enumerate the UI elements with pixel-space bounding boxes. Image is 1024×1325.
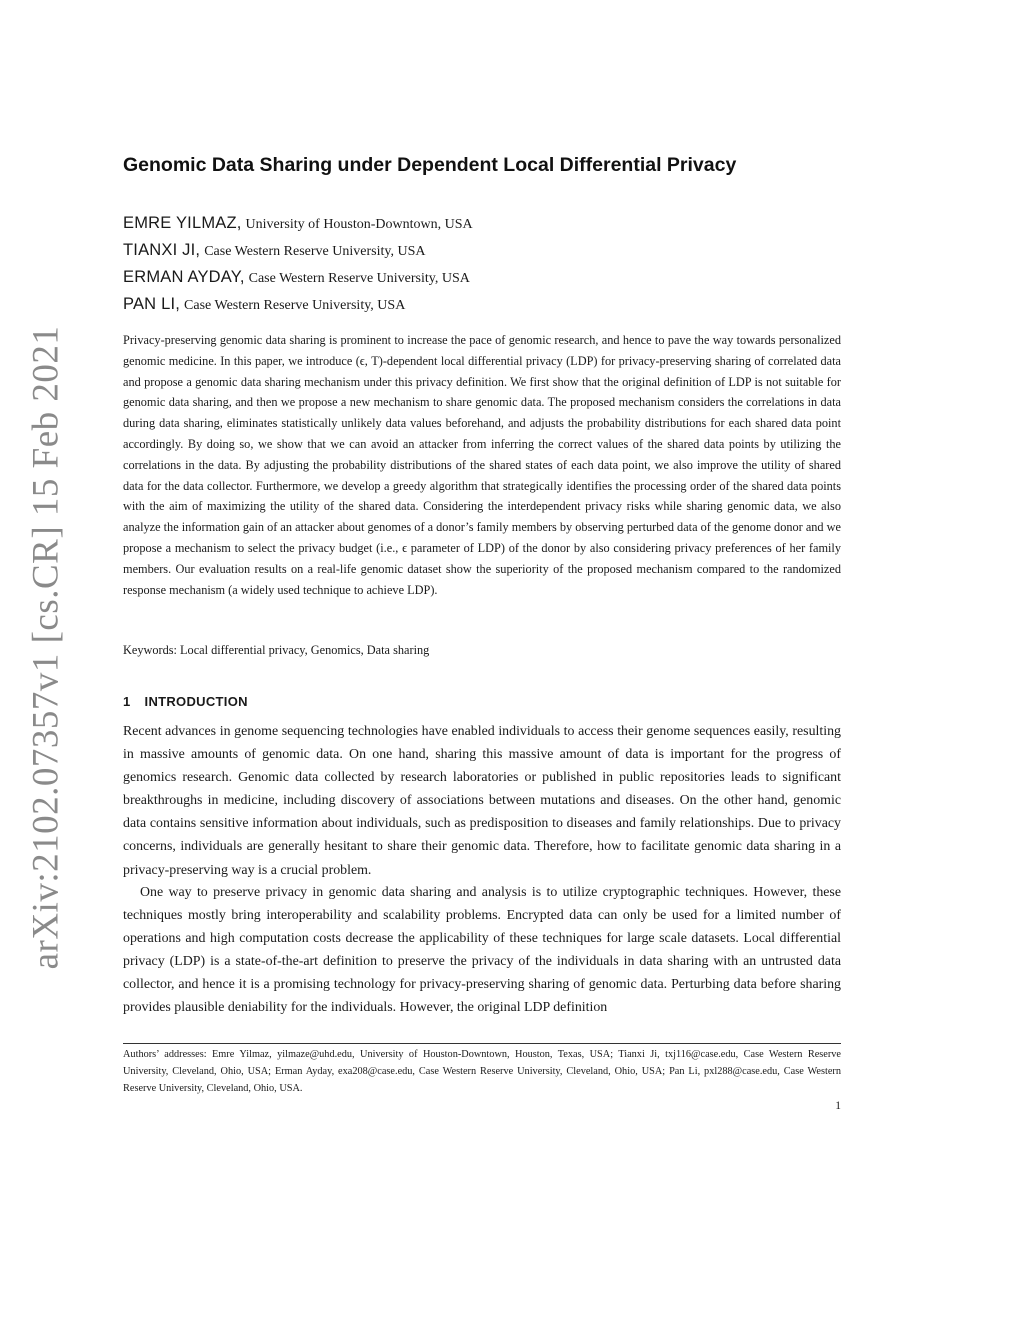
author-affiliation: University of Houston-Downtown, USA [245,217,473,232]
footnote-divider [123,1043,841,1044]
author-name: ERMAN AYDAY, [123,268,245,286]
author-entry [123,210,473,237]
author-name: TIANXI JI, [123,241,201,259]
author-entry [123,291,473,318]
author-affiliation: Case Western Reserve University, USA [248,271,470,286]
author-name: PAN LI, [123,295,181,313]
page-number: 1 [835,1100,841,1112]
paper-title: Genomic Data Sharing under Dependent Local Differential Privacy [123,154,737,176]
arxiv-identifier [22,325,70,970]
arxiv-identifier-text: arXiv:2102.07357v1 [cs.CR] 15 Feb 2021 [25,325,67,970]
body-paragraph: One way to preserve privacy in genomic data sharing and analysis is to utilize cryptographic techniques. However, these techniques mostly bring interoperability and scalability problems. Encrypted data can only be used for a limited number of operations and high computation costs decrease the applicability of these techniques for large scale datasets. Local differential privacy (LDP) is a state-of-the-art definition to preserve the privacy of the individuals in data sharing with an untrusted data collector, and hence it is a promising technology for privacy-preserving sharing of genomic data. Perturbing data before sharing provides plausible deniability for the individuals. However, the original LDP definition [123,885,841,1016]
author-entry [123,237,473,264]
keywords: Keywords: Local differential privacy, Genomics, Data sharing [123,643,430,657]
footnote: Authors’ addresses: Emre Yilmaz, yilmaze@uhd.edu, University of Houston-Downtown, Houston, Texas, USA; Tianxi Ji, txj116@case.edu, Case Western Reserve University, Cleveland, Ohio, USA; Erman Ayday, exa208@case.edu, Case Western Reserve University, Cleveland, Ohio, USA; Pan Li, pxl288@case.edu, Case Western Reserve University, Cleveland, Ohio, USA. [123,1049,841,1094]
section-title: INTRODUCTION [144,694,248,709]
body-paragraph: Recent advances in genome sequencing technologies have enabled individuals to access their genome sequences easily, resulting in massive amounts of genomic data. On one hand, sharing this massive amount of data is important for the progress of genomics research. Genomic data collected by research laboratories or published in public repositories leads to significant breakthroughs in medicine, including discovery of associations between mutations and diseases. On the other hand, genomic data contains sensitive information about individuals, such as predisposition to diseases and family relationships. Due to privacy concerns, individuals are generally hesitant to share their genomic data. Therefore, how to facilitate genomic data sharing in a privacy-preserving way is a crucial problem. [123,724,841,878]
abstract: Privacy-preserving genomic data sharing is prominent to increase the pace of genomic research, and hence to pave the way towards personalized genomic medicine. In this paper, we introduce (ϵ, T)-dependent local differential privacy (LDP) for privacy-preserving sharing of correlated data and propose a genomic data sharing mechanism under this privacy definition. We first show that the original definition of LDP is not suitable for genomic data sharing, and then we propose a new mechanism to share genomic data. The proposed mechanism considers the correlations in data during data sharing, eliminates statistically unlikely data values beforehand, and adjusts the probability distributions for each shared data point accordingly. By doing so, we show that we can avoid an attacker from inferring the correct values of the shared data points by utilizing the correlations in the data. By adjusting the probability distributions of the shared states of each data point, we also improve the utility of shared data for the data collector. Furthermore, we develop a greedy algorithm that strategically identifies the processing order of the shared data points with the aim of maximizing the utility of the shared data. Considering the interdependent privacy risks while sharing genomic data, we also analyze the information gain of an attacker about genomes of a donor’s family members by observing perturbed data of the genome donor and we propose a mechanism to select the privacy budget (i.e., ϵ parameter of LDP) of the donor by also considering privacy preferences of her family members. Our evaluation results on a real-life genomic dataset show the superiority of the proposed mechanism compared to the randomized response mechanism (a widely used technique to achieve LDP). [123,333,841,597]
author-list [123,210,473,318]
author-affiliation: Case Western Reserve University, USA [204,244,426,259]
author-entry [123,264,473,291]
section-number: 1 [123,694,131,709]
author-affiliation: Case Western Reserve University, USA [184,298,406,313]
section-heading [123,694,248,709]
author-name: EMRE YILMAZ, [123,214,242,232]
